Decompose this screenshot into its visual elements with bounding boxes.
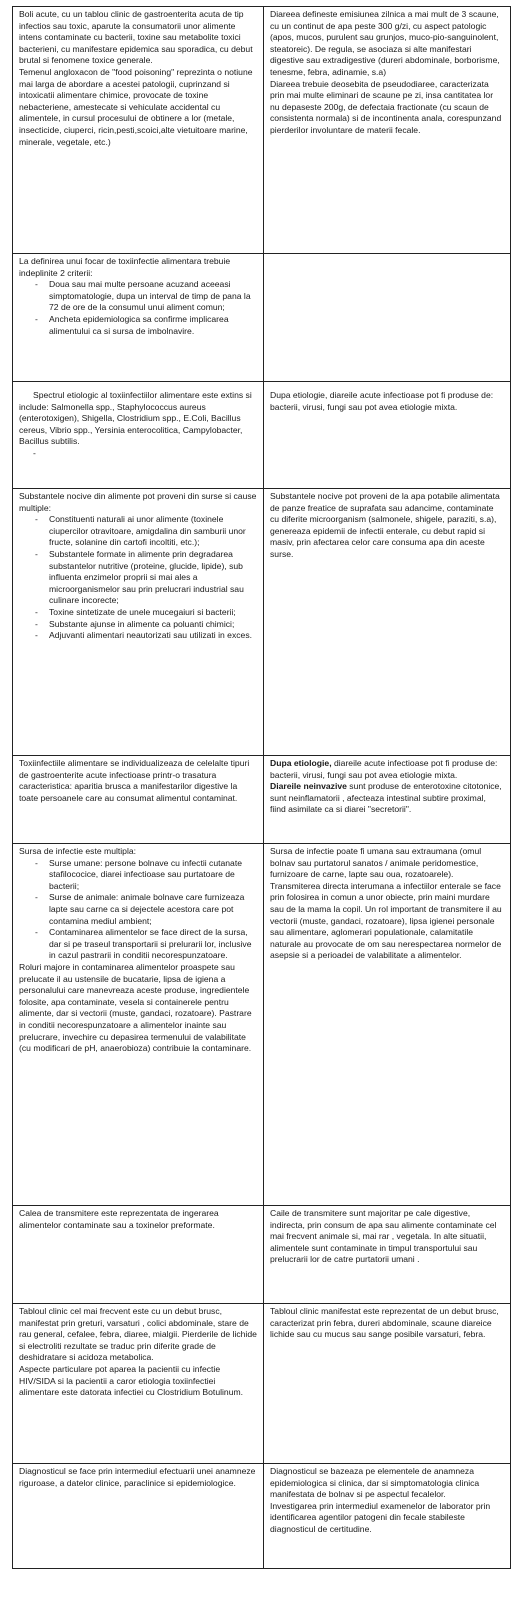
bullet-list bbox=[19, 514, 257, 642]
definition-cell-left bbox=[13, 7, 264, 254]
paragraph: Investigarea prin intermediul examenelor de laborator prin identificarea agentilor patogeni din fecale stabileste diagnosticul de certitudine. bbox=[270, 1500, 491, 1534]
paragraph bbox=[270, 758, 504, 781]
paragraph: Diareea defineste emisiunea zilnica a mai mult de 3 scaune, cu un continut de apa peste 300 g/zi, cu aspect patologic (apos, mucos, purulent sau grunjos, muco-pio-sanguinolent, steatoreic). De regula, se asociaza si alte manifestari digestive sau extradigestive (dureri abdominale, borborisme, tenesme, febra, adinamie, s.a) bbox=[270, 9, 500, 77]
bold-lead: Dupa etiologie, bbox=[270, 758, 332, 768]
paragraph bbox=[270, 781, 504, 816]
paragraph: Diareea trebuie deosebita de pseudodiaree, caracterizata prin mai multe eliminari de scaune pe zi, insa cantitatea lor nu depaseste 200g, de defectaia fractionate (cu scaun de consistenta normala) si de incontinenta anala, corespunzand pierderilor involuntare de materii fecale. bbox=[270, 78, 502, 135]
paragraph: Diagnosticul se face prin intermediul efectuarii unei anamneze riguroase, a datelor clinice, paraclinice si epidemiologice. bbox=[19, 1466, 256, 1488]
definition-cell-right bbox=[264, 7, 511, 254]
table-row bbox=[13, 844, 511, 1206]
paragraph: Tabloul clinic manifestat este reprezentat de un debut brusc, caracterizat prin febra, dureri abdominale, scaune diareice lichide sau cu mucus sau sange posibile varsaturi, febra. bbox=[270, 1306, 499, 1340]
list-item: - Surse umane: persone bolnave cu infectii cutanate stafilococice, diarei infectioase sau purtatoare de bacterii; bbox=[35, 858, 257, 893]
paragraph: Sursa de infectie este multipla: bbox=[19, 846, 137, 856]
paragraph: Substantele nocive din alimente pot proveni din surse si cause multiple: bbox=[19, 491, 257, 513]
comparison-table bbox=[12, 6, 511, 1569]
empty-cell bbox=[264, 254, 511, 382]
text-run: diareile acute infectioase pot fi produse de: bacterii, virusi, fungi sau pot avea etiologie mixta. bbox=[270, 758, 498, 780]
table-row bbox=[13, 382, 511, 489]
paragraph: Spectrul etiologic al toxiinfectiilor alimentare este extins si include: Salmonella spp., Staphylococcus aureus (enterotoxigen), Shigella, Clostridium spp., E.Coli, Bacillus cereus, Vibrio spp., Yersinia enterocolitica, Campylobacter, Bacillus subtilis. bbox=[19, 390, 252, 447]
paragraph: Caile de transmitere sunt majoritar pe cale digestive, indirecta, prin consum de apa sau alimente contaminate cel mai frecvent animale si, mai rar , vegetala. In alte situatii, alimentele sunt contaminate in timpul transportului sau prelucrarii lor de catre purtatorii umani . bbox=[270, 1208, 497, 1265]
harmful-substances-cell-right bbox=[264, 489, 511, 756]
bullet-list bbox=[19, 279, 257, 337]
diagnosis-cell-left bbox=[13, 1464, 264, 1569]
etiology-cell-right bbox=[264, 382, 511, 489]
table-row bbox=[13, 254, 511, 382]
clinical-picture-cell-left bbox=[13, 1304, 264, 1464]
paragraph: Tabloul clinic cel mai frecvent este cu un debut brusc, manifestat prin greturi, varsaturi , colici abdominale, stare de rau general, cefalee, febra, diaree, mialgii. Pierderile de lichide si electroliti rezultate se traduc prin diferite grade de deshidratare si acidoza metabolica. bbox=[19, 1306, 257, 1363]
paragraph: Transmiterea directa interumana a infectiilor enterale se face prin folosirea in comun a unor obiecte, prin maini murdare sau de la mama la copil. Un rol important de transmitere il au vectorii (muste, gandaci, rozatoare), lipsa igienei personale sau alimentare, aglomerari populationale, calamitatile naturale au provocate de om sau nerespectarea normelor de asepsie si a perioadei de valabilitate a alimentelor. bbox=[270, 880, 502, 961]
paragraph: La definirea unui focar de toxiinfectie alimentara trebuie indeplinite 2 criterii: bbox=[19, 256, 231, 278]
list-item: - Substantele formate in alimente prin degradarea substantelor nutritive (proteine, glucide, lipide), sub influenta enzimelor proprii si mai ales a microorganismelor sau prin prelucrari industrial sau culinare incorecte; bbox=[35, 549, 257, 607]
etiology-detail-cell bbox=[264, 756, 511, 844]
text-run: sunt produse de enterotoxine citotonice, sunt neinflamatorii , afecteaza intestinal subtire proximal, fiind asimilate ca si diarei "secretorii". bbox=[270, 781, 502, 815]
paragraph: Dupa etiologie, diareile acute infectioase pot fi produse de: bacterii, virusi, fungi sau pot avea etiologie mixta. bbox=[270, 390, 494, 412]
paragraph: Calea de transmitere este reprezentata de ingerarea alimentelor contaminate sau a toxinelor preformate. bbox=[19, 1208, 219, 1230]
paragraph: Aspecte particulare pot aparea la pacientii cu infectie HIV/SIDA si la pacientii a caror etiologia toxiinfectiei alimentare este datorata infectiei cu Clostridium Botulinum. bbox=[19, 1363, 244, 1398]
table-row bbox=[13, 1304, 511, 1464]
diagnosis-cell-right bbox=[264, 1464, 511, 1569]
table-row bbox=[13, 756, 511, 844]
table-row bbox=[13, 1464, 511, 1569]
trailing-dash: - bbox=[33, 447, 36, 458]
paragraph: Boli acute, cu un tablou clinic de gastroenterita acuta de tip infectios sau toxic, aparute la consumatorii unor alimente intens contaminate cu bacterii, toxine sau metabolite toxici bacterieni, cu manifestare epidemica sau sporadica, cu debut brutal si fenomene toxice generale. bbox=[19, 9, 253, 66]
clinical-picture-cell-right bbox=[264, 1304, 511, 1464]
paragraph: Diagnosticul se bazeaza pe elementele de anamneza epidemiologica si clinica, dar si simptomatologia clinica manifestata de bolnav si pe aspectul fecalelor. bbox=[270, 1466, 480, 1500]
paragraph: Sursa de infectie poate fi umana sau extraumana (omul bolnav sau purtatorul sanatos / animale peridomestice, furnizoare de carne, lapte sau oua, rozatoarele). bbox=[270, 846, 482, 880]
harmful-substances-cell-left bbox=[13, 489, 264, 756]
list-item: - Surse de animale: animale bolnave care furnizeaza lapte sau carne ca si dejectele acestora care pot contamina mediul ambient; bbox=[35, 892, 257, 927]
transmission-cell-right bbox=[264, 1206, 511, 1304]
paragraph: Temenul angloxacon de "food poisoning" reprezinta o notiune mai larga de abordare a acestei patologii, cuprinzand si intoxicatii alimentare chimice, provocate de toxine nebacteriene, amestecate si vehiculate accidental cu alimentele, in cursul procesului de obtinere a lor (metale, insecticide, ciuperci, ricin,pesti,scoici,alte vietuitoare marine, minerale, vegetale, etc.) bbox=[19, 66, 253, 147]
table-row bbox=[13, 489, 511, 756]
outbreak-criteria-cell bbox=[13, 254, 264, 382]
paragraph: Substantele nocive pot proveni de la apa potabile alimentata de panze freatice de suprafata sau adancime, contaminate cu diferite microorganism (salmonele, shigele, paraziti, s.a), genereaza epidemii de infectii enterale, cu debut rapid si masiv, prin afectarea celor care consuma apa din aceste surse. bbox=[270, 491, 500, 559]
paragraph: Toxiinfectiile alimentare se individualizeaza de celelalte tipuri de gastroenterite acute infectioase printr-o trasatura caracteristica: aparitia brusca a manifestarilor digestive la toate persoanele care au consumat alimentul contaminat. bbox=[19, 758, 250, 803]
list-item: - Doua sau mai multe persoane acuzand aceeasi simptomatologie, dupa un interval de timp de pana la 72 de ore de la consumul unui aliment comun; bbox=[35, 279, 257, 314]
list-item: - Constituenti naturali ai unor alimente (toxinele ciupercilor otravitoare, amigdalina din samburii unor fructe, solanine din cartofi incoltiti, etc.); bbox=[35, 514, 257, 549]
paragraph: Roluri majore in contaminarea alimentelor proaspete sau prelucate il au ustensile de bucatarie, lipsa de igiena a personalului care manevreaza aceste produse, ingredientele folosite, apa contaminate, vesela si containerele pentru alimente, dar si vectorii (muste, gandaci, rozatoare). Pastrare in conditii necorespunzatoare a alimentelor inainte sau prelucrare, invechire cu depasirea termenului de valabilitate (cu modificari de pH, anaerobioza) contribuie la contaminare. bbox=[19, 961, 252, 1054]
etiology-cell-left bbox=[13, 382, 264, 489]
list-item: - Contaminarea alimentelor se face direct de la sursa, dar si pe traseul transportarii si prelurarii lor, inclusive in cazul pastrarii in conditii necorespunzatoare. bbox=[35, 927, 257, 962]
individualization-cell bbox=[13, 756, 264, 844]
table-row bbox=[13, 1206, 511, 1304]
transmission-cell-left bbox=[13, 1206, 264, 1304]
list-item: - Adjuvanti alimentari neautorizati sau utilizati in exces. bbox=[35, 630, 257, 642]
list-item: - Substante ajunse in alimente ca poluanti chimici; bbox=[35, 619, 257, 631]
table-row bbox=[13, 7, 511, 254]
list-item: - Ancheta epidemiologica sa confirme implicarea alimentului ca si sursa de imbolnavire. bbox=[35, 314, 257, 337]
bold-lead: Diareile neinvazive bbox=[270, 781, 347, 792]
infection-source-cell-right bbox=[264, 844, 511, 1206]
list-item: - Toxine sintetizate de unele mucegaiuri si bacterii; bbox=[35, 607, 257, 619]
bullet-list bbox=[19, 858, 257, 962]
infection-source-cell-left bbox=[13, 844, 264, 1206]
